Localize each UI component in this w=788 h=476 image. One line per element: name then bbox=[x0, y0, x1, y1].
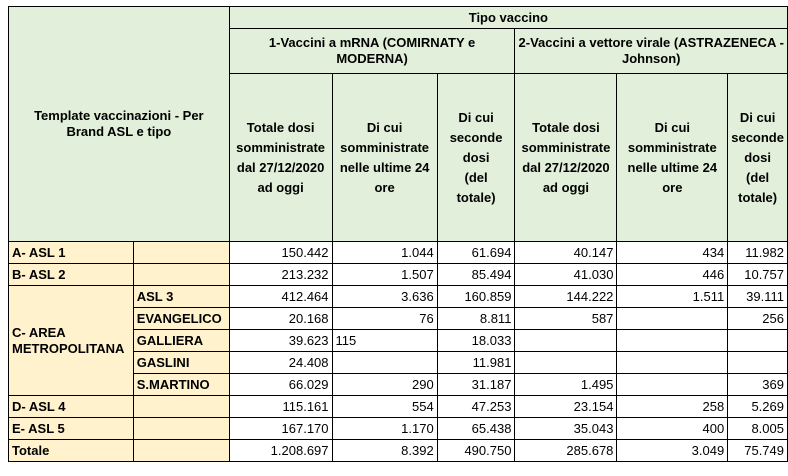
cell-vector-24h: 258 bbox=[617, 396, 728, 418]
cell-mrna-total: 20.168 bbox=[229, 308, 332, 330]
cell-mrna-24h: 1.170 bbox=[332, 418, 437, 440]
cell-mrna-24h: 3.636 bbox=[332, 286, 437, 308]
cell-mrna-total: 66.029 bbox=[229, 374, 332, 396]
mrna-second-dose-header: Di cui seconde dosi (del totale) bbox=[437, 74, 515, 242]
cell-mrna-second: 490.750 bbox=[437, 440, 515, 462]
cell-vector-24h: 434 bbox=[617, 242, 728, 264]
cell-vector-24h: 446 bbox=[617, 264, 728, 286]
cell-vector-second bbox=[728, 352, 788, 374]
row-label-asl4: D- ASL 4 bbox=[9, 396, 134, 418]
cell-mrna-24h: 76 bbox=[332, 308, 437, 330]
row-label-asl2: B- ASL 2 bbox=[9, 264, 134, 286]
cell-vector-second bbox=[728, 330, 788, 352]
cell-mrna-total: 167.170 bbox=[229, 418, 332, 440]
cell-vector-total bbox=[515, 330, 617, 352]
cell-mrna-24h bbox=[332, 352, 437, 374]
vector-second-dose-header: Di cui seconde dosi (del totale) bbox=[728, 74, 788, 242]
cell-mrna-total: 412.464 bbox=[229, 286, 332, 308]
cell-mrna-24h: 554 bbox=[332, 396, 437, 418]
cell-vector-24h bbox=[617, 374, 728, 396]
cell-vector-total: 23.154 bbox=[515, 396, 617, 418]
vaccination-table bbox=[8, 6, 788, 462]
cell-vector-24h bbox=[617, 308, 728, 330]
row-label-area-metropolitana: C- AREA METROPOLITANA bbox=[9, 286, 134, 396]
mrna-group-header: 1-Vaccini a mRNA (COMIRNATY e MODERNA) bbox=[229, 29, 515, 74]
cell-vector-total: 587 bbox=[515, 308, 617, 330]
cell-vector-24h bbox=[617, 352, 728, 374]
cell-mrna-24h: 1.507 bbox=[332, 264, 437, 286]
cell-vector-24h bbox=[617, 330, 728, 352]
cell-vector-24h: 1.511 bbox=[617, 286, 728, 308]
cell-mrna-second: 65.438 bbox=[437, 418, 515, 440]
cell-vector-24h: 3.049 bbox=[617, 440, 728, 462]
row-sublabel-empty bbox=[133, 440, 229, 462]
cell-mrna-second: 61.694 bbox=[437, 242, 515, 264]
row-sublabel-gaslini: GASLINI bbox=[133, 352, 229, 374]
cell-vector-second: 5.269 bbox=[728, 396, 788, 418]
cell-vector-second: 8.005 bbox=[728, 418, 788, 440]
cell-mrna-24h: 115 bbox=[332, 330, 437, 352]
cell-mrna-24h: 1.044 bbox=[332, 242, 437, 264]
cell-vector-second: 256 bbox=[728, 308, 788, 330]
row-sublabel-empty bbox=[133, 242, 229, 264]
cell-mrna-24h: 290 bbox=[332, 374, 437, 396]
cell-vector-second: 39.111 bbox=[728, 286, 788, 308]
mrna-24h-header: Di cui somministrate nelle ultime 24 ore bbox=[332, 74, 437, 242]
cell-mrna-total: 213.232 bbox=[229, 264, 332, 286]
row-sublabel-galliera: GALLIERA bbox=[133, 330, 229, 352]
table-row-asl1 bbox=[9, 242, 788, 264]
cell-vector-total: 1.495 bbox=[515, 374, 617, 396]
row-label-asl1: A- ASL 1 bbox=[9, 242, 134, 264]
cell-mrna-second: 11.981 bbox=[437, 352, 515, 374]
row-sublabel-empty bbox=[133, 396, 229, 418]
row-sublabel-empty bbox=[133, 418, 229, 440]
cell-mrna-total: 1.208.697 bbox=[229, 440, 332, 462]
cell-vector-total: 40.147 bbox=[515, 242, 617, 264]
cell-vector-second: 11.982 bbox=[728, 242, 788, 264]
row-label-totale: Totale bbox=[9, 440, 134, 462]
cell-vector-total: 285.678 bbox=[515, 440, 617, 462]
cell-mrna-second: 18.033 bbox=[437, 330, 515, 352]
cell-mrna-second: 8.811 bbox=[437, 308, 515, 330]
row-sublabel-empty bbox=[133, 264, 229, 286]
cell-vector-second: 75.749 bbox=[728, 440, 788, 462]
cell-vector-second: 10.757 bbox=[728, 264, 788, 286]
cell-vector-total bbox=[515, 352, 617, 374]
mrna-total-header: Totale dosi somministrate dal 27/12/2020 ad oggi bbox=[229, 74, 332, 242]
cell-mrna-total: 150.442 bbox=[229, 242, 332, 264]
vector-24h-header: Di cui somministrate nelle ultime 24 ore bbox=[617, 74, 728, 242]
table-row-asl2 bbox=[9, 264, 788, 286]
row-sublabel-evangelico: EVANGELICO bbox=[133, 308, 229, 330]
viral-vector-group-header: 2-Vaccini a vettore virale (ASTRAZENECA - Johnson) bbox=[515, 29, 788, 74]
cell-mrna-total: 24.408 bbox=[229, 352, 332, 374]
table-row-asl4 bbox=[9, 396, 788, 418]
vector-total-header: Totale dosi somministrate dal 27/12/2020 ad oggi bbox=[515, 74, 617, 242]
table-row-asl5 bbox=[9, 418, 788, 440]
cell-vector-total: 35.043 bbox=[515, 418, 617, 440]
cell-vector-total: 144.222 bbox=[515, 286, 617, 308]
cell-mrna-total: 39.623 bbox=[229, 330, 332, 352]
cell-vector-total: 41.030 bbox=[515, 264, 617, 286]
row-sublabel-asl3: ASL 3 bbox=[133, 286, 229, 308]
row-sublabel-smartino: S.MARTINO bbox=[133, 374, 229, 396]
row-label-asl5: E- ASL 5 bbox=[9, 418, 134, 440]
cell-mrna-second: 85.494 bbox=[437, 264, 515, 286]
cell-mrna-second: 160.859 bbox=[437, 286, 515, 308]
table-row-totale bbox=[9, 440, 788, 462]
tipo-vaccino-header: Tipo vaccino bbox=[229, 7, 787, 29]
cell-vector-second: 369 bbox=[728, 374, 788, 396]
cell-vector-24h: 400 bbox=[617, 418, 728, 440]
cell-mrna-second: 47.253 bbox=[437, 396, 515, 418]
table-corner-title: Template vaccinazioni - Per Brand ASL e tipo bbox=[9, 7, 230, 242]
cell-mrna-second: 31.187 bbox=[437, 374, 515, 396]
cell-mrna-24h: 8.392 bbox=[332, 440, 437, 462]
table-row-asl3 bbox=[9, 286, 788, 308]
vaccination-table-container bbox=[8, 6, 788, 462]
cell-mrna-total: 115.161 bbox=[229, 396, 332, 418]
